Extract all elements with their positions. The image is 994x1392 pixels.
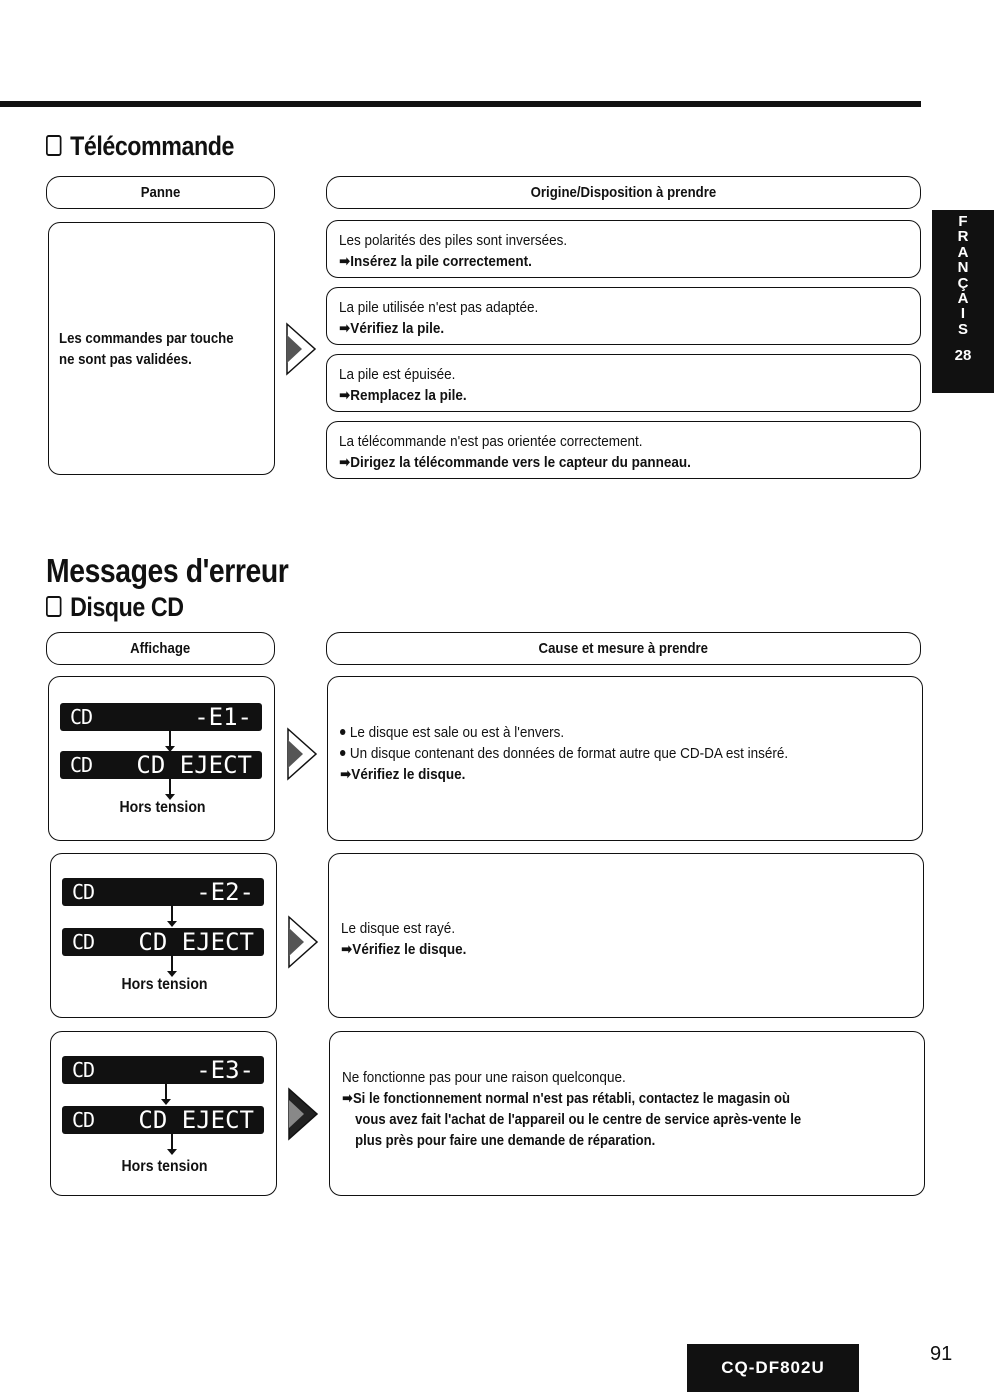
- tab-letter: A: [957, 290, 969, 308]
- cause-box: [326, 220, 921, 278]
- tab-letter: F: [958, 213, 968, 230]
- cause-action: ➡Vérifiez le disque.: [340, 766, 466, 783]
- display-box: [50, 1031, 277, 1196]
- lcd-display: CD CD EJECT: [60, 751, 262, 779]
- down-arrow-icon: [169, 731, 171, 747]
- cause-action: vous avez fait l'achat de l'appareil ou le centre de service après-vente le: [355, 1111, 802, 1128]
- tab-letter: S: [957, 320, 968, 338]
- cause-box: [327, 676, 923, 841]
- tab-letter: R: [957, 228, 969, 246]
- model-label: CQ-DF802U: [687, 1344, 859, 1392]
- pointer-arrow-icon: [285, 726, 319, 782]
- tab-letter: Ç: [957, 274, 969, 292]
- cause-box: [328, 853, 924, 1018]
- lcd-display: CD -E1-: [60, 703, 262, 731]
- cause-action: ➡Remplacez la pile.: [339, 387, 467, 404]
- column-header-affichage: Affichage: [46, 632, 275, 665]
- down-arrow-icon: [169, 779, 171, 795]
- cause-text: Le disque est sale ou est à l'envers.: [340, 722, 853, 743]
- cause-text: La télécommande n'est pas orientée correctement.: [339, 433, 643, 450]
- lcd-display: CD -E2-: [62, 878, 264, 906]
- bullet-icon: [340, 729, 345, 735]
- section-title-telecommande: Télécommande: [46, 131, 234, 162]
- cause-box: [329, 1031, 925, 1196]
- page-number: 91: [930, 1343, 953, 1365]
- pointer-arrow-icon: [284, 321, 318, 377]
- cause-action: ➡Vérifiez le disque.: [341, 941, 467, 958]
- cause-box: [326, 421, 921, 479]
- section-title-disque: Disque CD: [46, 592, 184, 623]
- down-arrow-icon: [171, 906, 173, 922]
- symptom-box: [48, 222, 275, 475]
- pointer-arrow-icon: [286, 914, 320, 970]
- cause-action: ➡Insérez la pile correctement.: [339, 253, 532, 270]
- bullet-icon: [340, 750, 345, 756]
- checkbox-bullet-icon: [46, 135, 61, 156]
- lcd-display: CD -E3-: [62, 1056, 264, 1084]
- tab-letter: A: [957, 243, 969, 261]
- tab-page-number: 28: [954, 347, 972, 365]
- page-title: Messages d'erreur: [46, 552, 289, 589]
- cause-text: Un disque contenant des données de format autre que CD-DA est inséré.: [340, 743, 853, 764]
- display-box: [48, 676, 275, 841]
- cause-action: ➡Vérifiez la pile.: [339, 320, 445, 337]
- column-header-panne: Panne: [46, 176, 275, 209]
- cause-action: ➡Dirigez la télécommande vers le capteur du panneau.: [339, 454, 691, 471]
- cause-action: ➡Si le fonctionnement normal n'est pas rétabli, contactez le magasin où: [342, 1090, 790, 1107]
- tab-letter: N: [957, 259, 969, 277]
- column-header-cause: Cause et mesure à prendre: [326, 632, 921, 665]
- cause-text: Ne fonctionne pas pour une raison quelconque.: [342, 1069, 626, 1086]
- display-box: [50, 853, 277, 1018]
- lcd-display: CD CD EJECT: [62, 928, 264, 956]
- cause-text: Les polarités des piles sont inversées.: [339, 232, 568, 249]
- off-label: Hors tension: [121, 1158, 208, 1175]
- cause-action: plus près pour faire une demande de réparation.: [355, 1132, 656, 1149]
- tab-letter: I: [960, 305, 966, 323]
- down-arrow-icon: [171, 1134, 173, 1150]
- cause-box: [326, 354, 921, 412]
- top-rule: [0, 101, 921, 107]
- cause-text: La pile utilisée n'est pas adaptée.: [339, 299, 539, 316]
- lcd-display: CD CD EJECT: [62, 1106, 264, 1134]
- cause-box: [326, 287, 921, 345]
- off-label: Hors tension: [119, 799, 206, 816]
- symptom-line: Les commandes par touche: [59, 330, 234, 347]
- off-label: Hors tension: [121, 976, 208, 993]
- checkbox-bullet-icon: [46, 596, 61, 617]
- symptom-line: ne sont pas validées.: [59, 351, 192, 368]
- cause-text: La pile est épuisée.: [339, 366, 456, 383]
- column-header-origine: Origine/Disposition à prendre: [326, 176, 921, 209]
- cause-text: Le disque est rayé.: [341, 920, 456, 937]
- language-side-tab: [932, 210, 994, 393]
- down-arrow-icon: [171, 956, 173, 972]
- pointer-arrow-icon: [286, 1086, 320, 1142]
- down-arrow-icon: [165, 1084, 167, 1100]
